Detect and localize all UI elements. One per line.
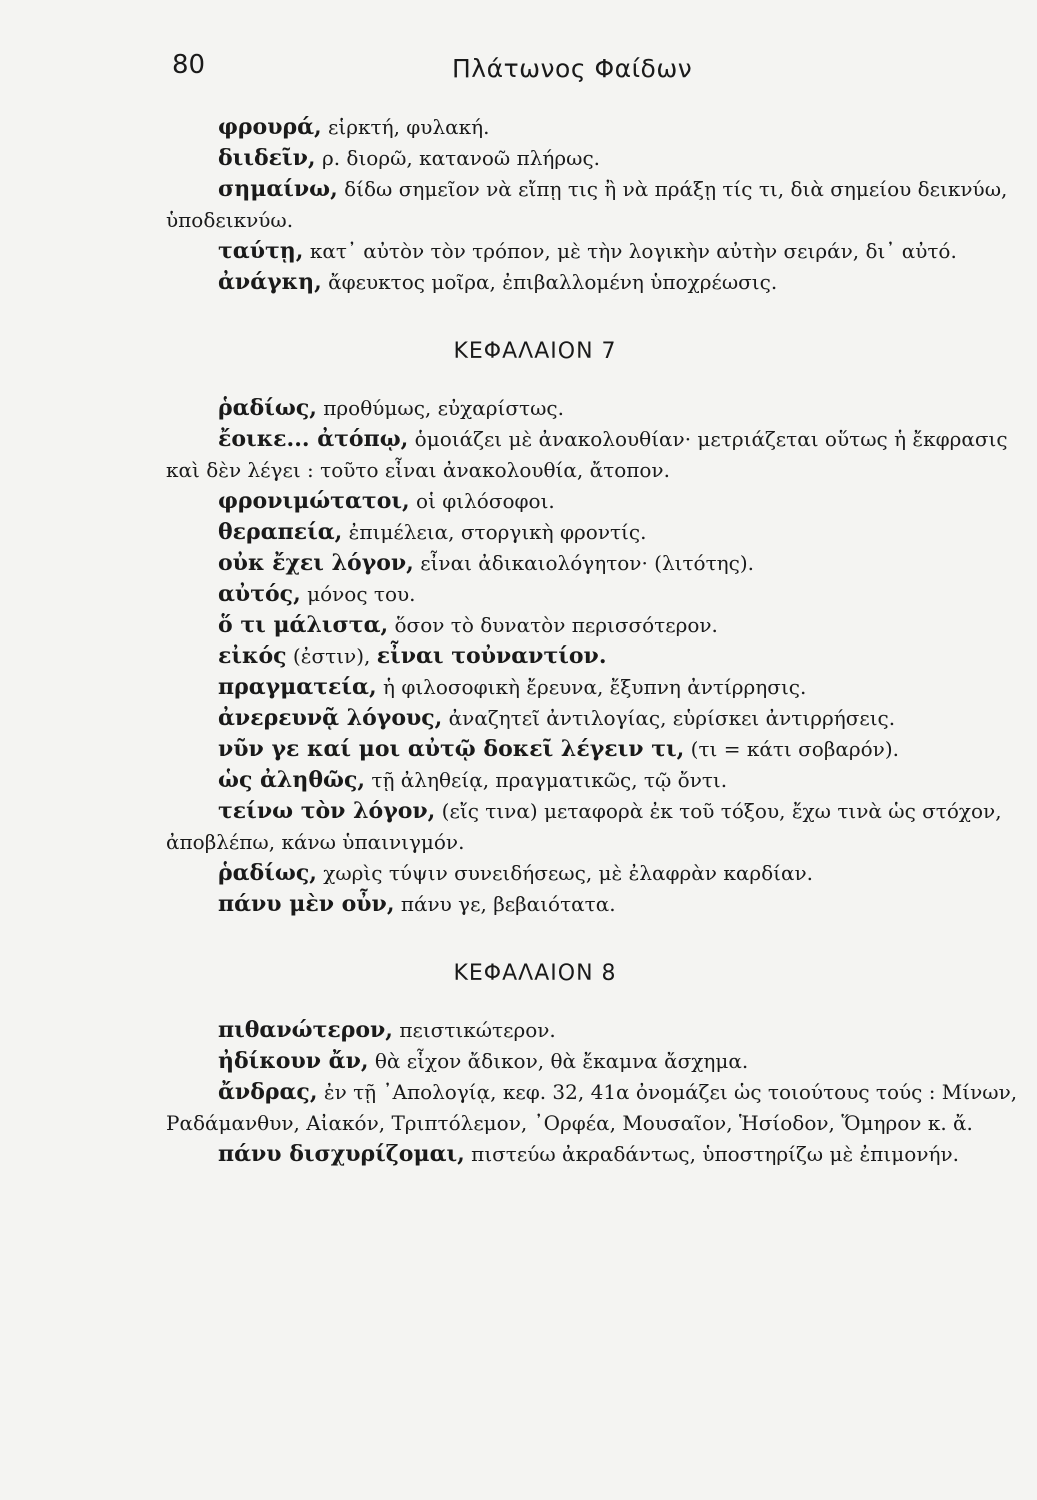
glossary-entry [166,1077,1024,1139]
glossary-term: οὐκ ἔχει λόγον, [218,550,414,576]
glossary-section-chapter-7 [166,393,1024,920]
glossary-term: ταύτῃ, [218,238,304,264]
glossary-section-chapter-8 [166,1015,1024,1170]
glossary-entry [166,393,1024,424]
glossary-entry [166,1015,1024,1046]
glossary-entry [166,517,1024,548]
chapter-heading-7: ΚΕΦΑΛΑΙΟΝ 7 [453,339,617,364]
glossary-definition: ρ. διορῶ, κατανοῶ πλήρως. [315,146,600,170]
glossary-definition: (ἐστιν), [286,644,377,668]
glossary-definition: ἡ φιλοσοφικὴ ἔρευνα, ἔξυπνη ἀντίρρησις. [376,675,807,699]
chapter-heading-8: ΚΕΦΑΛΑΙΟΝ 8 [453,961,617,986]
glossary-entry [166,579,1024,610]
glossary-term: ἠδίκουν ἄν, [218,1048,369,1074]
glossary-term: ῥαδίως, [218,860,317,886]
glossary-term: πραγματεία, [218,674,377,700]
glossary-term: ὡς ἀληθῶς, [218,767,366,793]
glossary-term: ἔοικε... ἀτόπῳ, [218,426,409,452]
glossary-section-intro [166,112,1024,298]
glossary-term: φρουρά, [218,114,322,140]
glossary-definition: εἱρκτή, φυλακή. [321,115,490,139]
glossary-term: ῥαδίως, [218,395,317,421]
glossary-definition: ὁμοιάζει μὲ ἀνακολουθίαν· μετριάζεται οὕτως ἡ ἔκφρασις καὶ δὲν λέγει : τοῦτο εἶναι ἀνακολουθία, ἄτοπον. [166,427,1008,482]
glossary-content [166,112,1024,1170]
glossary-entry [166,486,1024,517]
glossary-definition: δίδω σημεῖον νὰ εἴπῃ τις ἢ νὰ πράξῃ τίς τι, διὰ σημείου δεικνύω, ὑποδεικνύω. [166,177,1008,232]
glossary-definition: χωρὶς τύψιν συνειδήσεως, μὲ ἐλαφρὰν καρδίαν. [316,861,813,885]
glossary-entry [166,174,1024,236]
glossary-term: ἀνάγκη, [218,269,322,295]
glossary-entry [166,765,1024,796]
glossary-definition: (τι = κάτι σοβαρόν). [684,737,899,761]
glossary-definition: ὅσον τὸ δυνατὸν περισσότερον. [388,613,718,637]
page-number: 80 [172,50,206,80]
glossary-definition: ἐπιμέλεια, στοργικὴ φροντίς. [342,520,647,544]
glossary-definition: ἄφευκτος μοῖρα, ἐπιβαλλομένη ὑποχρέωσις. [321,270,778,294]
glossary-definition: οἱ φιλόσοφοι. [409,489,555,513]
glossary-entry [166,703,1024,734]
glossary-term: φρονιμώτατοι, [218,488,410,514]
glossary-entry [166,796,1024,858]
glossary-definition: θὰ εἶχον ἄδικον, θὰ ἔκαμνα ἄσχημα. [368,1049,749,1073]
glossary-term: αὐτός, [218,581,301,607]
glossary-definition: μόνος του. [300,582,416,606]
glossary-entry [166,267,1024,298]
glossary-definition: πειστικώτερον. [392,1018,556,1042]
glossary-term: πιθανώτερον, [218,1017,393,1043]
glossary-entry [166,858,1024,889]
glossary-definition: τῇ ἀληθείᾳ, πραγματικῶς, τῷ ὄντι. [365,768,728,792]
glossary-definition: προθύμως, εὐχαρίστως. [316,396,564,420]
glossary-entry [166,734,1024,765]
glossary-term: εἰκός [218,643,287,669]
glossary-definition: εἶναι ἀδικαιολόγητον· (λιτότης). [413,551,755,575]
glossary-entry [166,889,1024,920]
glossary-entry [166,641,1024,672]
glossary-term: ὅ τι μάλιστα, [218,612,389,638]
glossary-term: νῦν γε καί μοι αὐτῷ δοκεῖ λέγειν τι, [218,736,685,762]
glossary-definition: πιστεύω ἀκραδάντως, ὑποστηρίζω μὲ ἐπιμονήν. [464,1142,959,1166]
page-header [172,50,977,90]
glossary-definition: κατ᾽ αὐτὸν τὸν τρόπον, μὲ τὴν λογικὴν αὐτὴν σειράν, δι᾽ αὐτό. [303,239,957,263]
glossary-term: σημαίνω, [218,176,338,202]
glossary-term: πάνυ μὲν οὖν, [218,891,395,917]
glossary-entry [166,610,1024,641]
glossary-entry [166,1046,1024,1077]
glossary-term: πάνυ δισχυρίζομαι, [218,1141,465,1167]
glossary-definition: ἐν τῇ ᾿Απολογίᾳ, κεφ. 32, 41α ὀνομάζει ὡς τοιούτους τούς : Μίνων, Ραδάμανθυν, Αἰακόν, Τριπτόλεμον, ᾿Ορφέα, Μουσαῖον, Ἡσίοδον, Ὅμηρον κ. ἄ. [166,1080,1018,1135]
glossary-definition: πάνυ γε, βεβαιότατα. [394,892,616,916]
glossary-entry [166,424,1024,486]
glossary-definition: ἀναζητεῖ ἀντιλογίας, εὑρίσκει ἀντιρρήσεις. [442,706,896,730]
glossary-entry [166,672,1024,703]
glossary-entry [166,548,1024,579]
glossary-term: διιδεῖν, [218,145,316,171]
glossary-definition: (εἴς τινα) μεταφορὰ ἐκ τοῦ τόξου, ἔχω τινὰ ὡς στόχον, ἀποβλέπω, κάνω ὑπαινιγμόν. [166,799,1002,854]
glossary-entry [166,112,1024,143]
glossary-entry [166,1139,1024,1170]
glossary-term: θεραπεία, [218,519,343,545]
glossary-term: ἀνερευνᾷ λόγους, [218,705,443,731]
glossary-term: ἄνδρας, [218,1079,318,1105]
glossary-term: εἶναι τοὐναντίον. [376,643,607,669]
glossary-entry [166,236,1024,267]
glossary-entry [166,143,1024,174]
glossary-term: τείνω τὸν λόγον, [218,798,436,824]
running-title: Πλάτωνος Φαίδων [452,54,693,83]
